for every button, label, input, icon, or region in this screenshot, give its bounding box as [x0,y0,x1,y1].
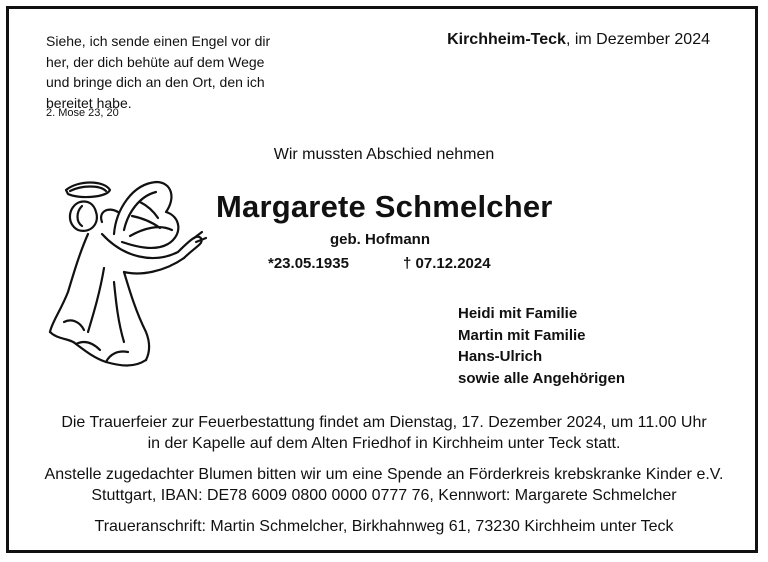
birth-date: *23.05.1935 [268,255,349,272]
donation-line: Anstelle zugedachter Blumen bitten wir um eine Spende an Förderkreis krebskranke Kinder e.V. [44,466,724,483]
service-line: in der Kapelle auf dem Alten Friedhof in Kirchheim unter Teck statt. [147,435,621,452]
death-date: † 07.12.2024 [403,255,491,272]
quote-line: Siehe, ich sende einen Engel vor dir [46,33,271,49]
angel-drawing-icon [44,172,214,394]
birth-name: geb. Hofmann [330,231,430,248]
bible-quote [46,31,296,113]
mourner: sowie alle Angehörigen [458,369,625,387]
quote-source: 2. Mose 23, 20 [46,107,119,119]
donation-info [0,464,768,506]
intro-text: Wir mussten Abschied nehmen [273,146,495,163]
date: , im Dezember 2024 [565,31,710,48]
mourner: Hans-Ulrich [458,348,543,365]
mourner: Martin mit Familie [458,326,586,344]
mourner: Heidi mit Familie [458,305,578,322]
donation-line: Stuttgart, IBAN: DE78 6009 0800 0000 0777 76, Kennwort: Margarete Schmelcher [91,487,677,504]
mourners-list [458,303,625,389]
place-date [447,31,710,49]
quote-line: und bringe dich an den Ort, den ich [46,74,265,90]
service-line: Die Trauerfeier zur Feuerbestattung findet am Dienstag, 17. Dezember 2024, um 11.00 Uhr [61,414,707,431]
service-info [0,412,768,454]
deceased-name: Margarete Schmelcher [216,189,553,224]
mourning-address: Traueranschrift: Martin Schmelcher, Birkhahnweg 61, 73230 Kirchheim unter Teck [94,518,674,535]
quote-line: her, der dich behüte auf dem Wege [46,53,265,70]
quote-line: bereitet habe. [46,94,132,111]
place: Kirchheim-Teck [447,31,566,48]
